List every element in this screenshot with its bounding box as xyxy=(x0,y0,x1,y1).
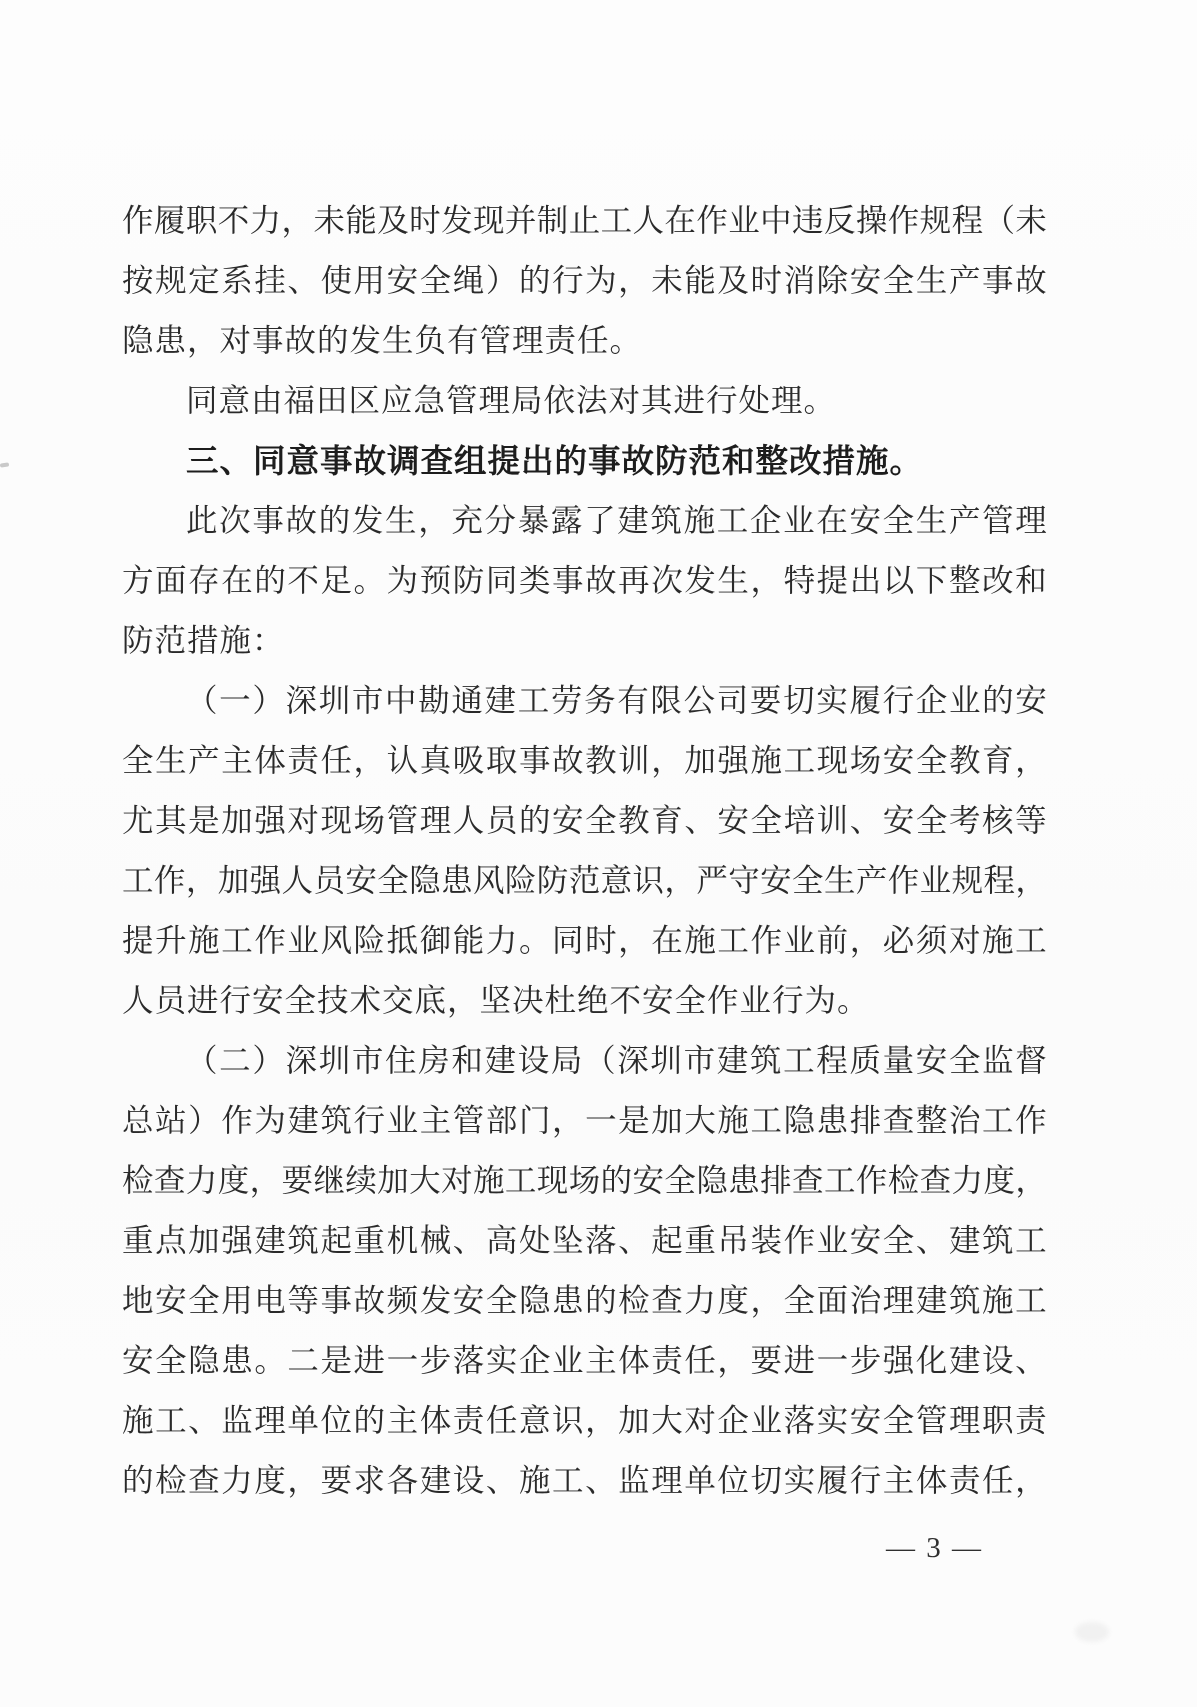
text-line: 全 生 产 主 体 责 任 ， 认 真 吸 取 事 故 教 训 ， 加 强 施 工 现 场 安 全 教 育 ， xyxy=(122,743,1047,778)
scan-artifact-left-edge xyxy=(0,462,9,467)
text-line: 安 全 隐 患 。 二 是 进 一 步 落 实 企 业 主 体 责 任 ， 要 进 一 步 强 化 建 设 、 xyxy=(122,1343,1047,1378)
section-heading-line: 三、同意事故调查组提出的事故防范和整改措施。 xyxy=(186,443,924,479)
text-line: 地 安 全 用 电 等 事 故 频 发 安 全 隐 患 的 检 查 力 度 ， 全 面 治 理 建 筑 施 工 xyxy=(122,1283,1047,1318)
page-number: — 3 — xyxy=(886,1532,983,1564)
scan-artifact-smudge xyxy=(1075,1622,1109,1642)
text-line: 检 查 力 度 ， 要 继 续 加 大 对 施 工 现 场 的 安 全 隐 患 排 查 工 作 检 查 力 度 ， xyxy=(122,1163,1047,1198)
text-line: 施 工 、 监 理 单 位 的 主 体 责 任 意 识 ， 加 大 对 企 业 落 实 安 全 管 理 职 责 xyxy=(122,1403,1047,1438)
document-body xyxy=(122,191,1047,1511)
text-line: 人员进行安全技术交底，坚决杜绝不安全作业行为。 xyxy=(122,983,870,1018)
text-line: 方 面 存 在 的 不 足 。 为 预 防 同 类 事 故 再 次 发 生 ， 特 提 出 以 下 整 改 和 xyxy=(122,563,1047,598)
text-line: 总 站 ） 作 为 建 筑 行 业 主 管 部 门 ， 一 是 加 大 施 工 隐 患 排 查 整 治 工 作 xyxy=(122,1103,1047,1138)
text-line: 提 升 施 工 作 业 风 险 抵 御 能 力 。 同 时 ， 在 施 工 作 业 前 ， 必 须 对 施 工 xyxy=(122,923,1047,958)
text-line: 按 规 定 系 挂 、 使 用 安 全 绳 ） 的 行 为 ， 未 能 及 时 消 除 安 全 生 产 事 故 xyxy=(122,263,1047,298)
text-line: （ 二 ） 深 圳 市 住 房 和 建 设 局 （ 深 圳 市 建 筑 工 程 质 量 安 全 监 督 xyxy=(186,1043,1047,1078)
text-line: 尤 其 是 加 强 对 现 场 管 理 人 员 的 安 全 教 育 、 安 全 培 训 、 安 全 考 核 等 xyxy=(122,803,1047,838)
text-line: 隐患，对事故的发生负有管理责任。 xyxy=(122,323,643,358)
text-line: 工 作 ， 加 强 人 员 安 全 隐 患 风 险 防 范 意 识 ， 严 守 安 全 生 产 作 业 规 程 ， xyxy=(122,863,1047,898)
text-line: （ 一 ） 深 圳 市 中 勘 通 建 工 劳 务 有 限 公 司 要 切 实 履 行 企 业 的 安 xyxy=(186,683,1047,718)
text-line: 作 履 职 不 力 ， 未 能 及 时 发 现 并 制 止 工 人 在 作 业 中 违 反 操 作 规 程 （ 未 xyxy=(122,203,1047,238)
text-line: 同意由福田区应急管理局依法对其进行处理。 xyxy=(186,383,837,418)
text-line: 重 点 加 强 建 筑 起 重 机 械 、 高 处 坠 落 、 起 重 吊 装 作 业 安 全 、 建 筑 工 xyxy=(122,1223,1047,1258)
text-line: 此 次 事 故 的 发 生 ， 充 分 暴 露 了 建 筑 施 工 企 业 在 安 全 生 产 管 理 xyxy=(186,503,1047,538)
text-line: 的 检 查 力 度 ， 要 求 各 建 设 、 施 工 、 监 理 单 位 切 实 履 行 主 体 责 任 ， xyxy=(122,1463,1047,1498)
text-line: 防范措施： xyxy=(122,623,285,658)
